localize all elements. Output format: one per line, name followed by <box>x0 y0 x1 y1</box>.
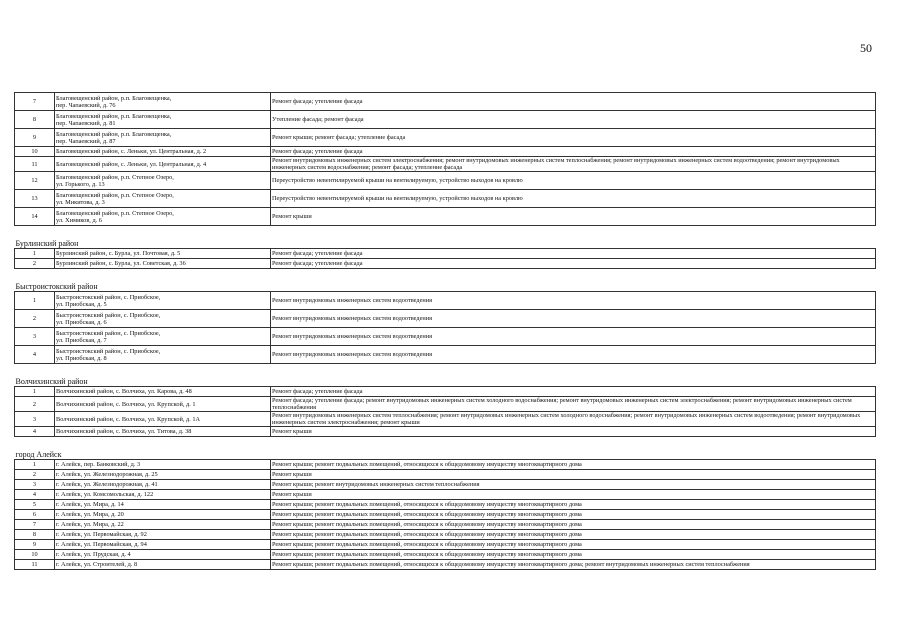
row-number-cell: 11 <box>15 157 55 172</box>
row-number-cell: 11 <box>15 560 55 570</box>
section-title: Волчихинский район <box>15 376 88 386</box>
address-cell: г. Алейск, ул. Комсомольская, д. 122 <box>55 490 271 500</box>
table-row <box>15 259 876 269</box>
row-number-cell: 2 <box>15 470 55 480</box>
work-type-cell: Ремонт внутридомовых инженерных систем водоотведения <box>271 328 876 346</box>
work-type-cell: Ремонт крыши; ремонт подвальных помещений, относящихся к общедомовому имуществу многоквартирного дома <box>271 530 876 540</box>
row-number-cell: 4 <box>15 346 55 364</box>
table-row <box>15 540 876 550</box>
page-number: 50 <box>860 41 872 55</box>
row-number-cell: 7 <box>15 520 55 530</box>
work-type-cell: Ремонт фасада; утепление фасада; ремонт внутридомовых инженерных систем холодного водоснабжения; ремонт внутридомовых инженерных систем электроснабжения; ремонт внутридомовых инженерных систем теплоснабжения <box>271 397 876 412</box>
address-cell: Быстроистокский район, с. Приобское, ул. Приобская, д. 6 <box>55 310 271 328</box>
work-type-cell: Ремонт крыши; ремонт подвальных помещений, относящихся к общедомовому имуществу многоквартирного дома <box>271 500 876 510</box>
address-cell: Благовещенский район, р.п. Благовещенка, пер. Чапаевский, д. 87 <box>55 129 271 147</box>
row-number-cell: 1 <box>15 292 55 310</box>
work-type-cell: Ремонт фасада; утепление фасада <box>271 147 876 157</box>
table-row <box>15 147 876 157</box>
table-row <box>15 550 876 560</box>
work-type-cell: Ремонт крыши; ремонт внутридомовых инженерных систем теплоснабжения <box>271 480 876 490</box>
address-cell: Благовещенский район, р.п. Степное Озеро, ул. Горького, д. 13 <box>55 172 271 190</box>
table-row <box>15 111 876 129</box>
row-number-cell: 14 <box>15 208 55 226</box>
row-number-cell: 12 <box>15 172 55 190</box>
work-type-cell: Ремонт крыши; ремонт подвальных помещений, относящихся к общедомовому имуществу многоквартирного дома <box>271 520 876 530</box>
address-cell: Быстроистокский район, с. Приобское, ул. Приобская, д. 8 <box>55 346 271 364</box>
table-row <box>15 560 876 570</box>
row-number-cell: 13 <box>15 190 55 208</box>
work-type-cell: Ремонт фасада; утепление фасада <box>271 387 876 397</box>
table-row <box>15 460 876 470</box>
row-number-cell: 5 <box>15 500 55 510</box>
section-gap-cell <box>15 226 876 235</box>
address-cell: Волчихинский район, с. Волчиха, ул. Карова, д. 48 <box>55 387 271 397</box>
table-row <box>15 190 876 208</box>
address-cell: Благовещенский район, р.п. Благовещенка, пер. Чапаевский, д. 81 <box>55 111 271 129</box>
work-type-cell: Ремонт крыши <box>271 208 876 226</box>
work-type-cell: Ремонт крыши; ремонт подвальных помещений, относящихся к общедомовому имуществу многоквартирного дома; ремонт внутридомовых инженерных систем теплоснабжения <box>271 560 876 570</box>
address-cell: Быстроистокский район, с. Приобское, ул. Приобская, д. 5 <box>55 292 271 310</box>
table-row <box>15 387 876 397</box>
work-type-cell: Ремонт фасада; утепление фасада <box>271 249 876 259</box>
address-cell: Благовещенский район, с. Леньки, ул. Центральная, д. 2 <box>55 147 271 157</box>
section-title: город Алейск <box>15 449 62 459</box>
row-number-cell: 1 <box>15 460 55 470</box>
row-number-cell: 6 <box>15 510 55 520</box>
table-row <box>15 490 876 500</box>
work-type-cell: Ремонт внутридомовых инженерных систем электроснабжения; ремонт внутридомовых инженерных систем теплоснабжения; ремонт внутридомовых инженерных систем водоотведения; ремонт внутридомовых инженерных систем водоснабжения; ремонт фасада; утепление фасада <box>271 157 876 172</box>
row-number-cell: 4 <box>15 427 55 437</box>
section-gap-cell <box>15 269 876 278</box>
section-gap <box>15 226 876 235</box>
table-row <box>15 480 876 490</box>
section-gap-cell <box>15 437 876 446</box>
row-number-cell: 2 <box>15 259 55 269</box>
work-type-cell: Переустройство невентилируемой крыши на вентилируемую, устройство выходов на кровлю <box>271 190 876 208</box>
address-cell: г. Алейск, ул. Первомайская, д. 92 <box>55 530 271 540</box>
row-number-cell: 8 <box>15 111 55 129</box>
address-cell: г. Алейск, ул. Первомайская, д. 94 <box>55 540 271 550</box>
row-number-cell: 3 <box>15 412 55 427</box>
section-gap <box>15 364 876 373</box>
address-cell: Благовещенский район, р.п. Степное Озеро, ул. Микитова, д. 3 <box>55 190 271 208</box>
row-number-cell: 2 <box>15 397 55 412</box>
address-cell: Благовещенский район, р.п. Степное Озеро, ул. Химиков, д. 6 <box>55 208 271 226</box>
table-row <box>15 520 876 530</box>
address-cell: г. Алейск, ул. Мира, д. 22 <box>55 520 271 530</box>
address-cell: г. Алейск, ул. Железнодорожная, д. 41 <box>55 480 271 490</box>
table-body <box>15 93 876 570</box>
table-row <box>15 93 876 111</box>
section-title: Быстроистокский район <box>15 281 98 291</box>
address-cell: г. Алейск, ул. Железнодорожная, д. 25 <box>55 470 271 480</box>
address-cell: г. Алейск, ул. Мира, д. 20 <box>55 510 271 520</box>
address-cell: г. Алейск, ул. Прудская, д. 4 <box>55 550 271 560</box>
work-type-cell: Утепление фасада; ремонт фасада <box>271 111 876 129</box>
row-number-cell: 10 <box>15 550 55 560</box>
work-type-cell: Ремонт фасада; утепление фасада <box>271 93 876 111</box>
table-row <box>15 172 876 190</box>
address-cell: Бурлинский район, с. Бурла, ул. Почтовая, д. 5 <box>55 249 271 259</box>
address-cell: Благовещенский район, с. Леньки, ул. Центральная, д. 4 <box>55 157 271 172</box>
work-type-cell: Ремонт внутридомовых инженерных систем теплоснабжения; ремонт внутридомовых инженерных систем холодного водоснабжения; ремонт внутридомовых инженерных систем водоотведения; ремонт внутридомовых инженерных систем электроснабжения; ремонт крыши <box>271 412 876 427</box>
work-type-cell: Ремонт крыши <box>271 490 876 500</box>
row-number-cell: 3 <box>15 328 55 346</box>
address-cell: Волчихинский район, с. Волчиха, ул. Крупской, д. 1 <box>55 397 271 412</box>
work-type-cell: Ремонт фасада; утепление фасада <box>271 259 876 269</box>
address-cell: Бурлинский район, с. Бурла, ул. Советская, д. 36 <box>55 259 271 269</box>
address-cell: Волчихинский район, с. Волчиха, ул. Крупской, д. 1А <box>55 412 271 427</box>
address-cell: Волчихинский район, с. Волчиха, ул. Титова, д. 38 <box>55 427 271 437</box>
row-number-cell: 9 <box>15 129 55 147</box>
address-cell: г. Алейск, пер. Банковский, д. 3 <box>55 460 271 470</box>
work-type-cell: Ремонт крыши; ремонт подвальных помещений, относящихся к общедомовому имуществу многоквартирного дома <box>271 540 876 550</box>
table-row <box>15 530 876 540</box>
work-type-cell: Ремонт крыши <box>271 470 876 480</box>
row-number-cell: 8 <box>15 530 55 540</box>
work-type-cell: Ремонт крыши <box>271 427 876 437</box>
row-number-cell: 3 <box>15 480 55 490</box>
section-title: Бурлинский район <box>15 238 79 248</box>
work-type-cell: Ремонт крыши; ремонт подвальных помещений, относящихся к общедомовому имуществу многоквартирного дома <box>271 550 876 560</box>
row-number-cell: 1 <box>15 387 55 397</box>
row-number-cell: 2 <box>15 310 55 328</box>
table-row <box>15 427 876 437</box>
address-cell: г. Алейск, ул. Строителей, д. 8 <box>55 560 271 570</box>
work-type-cell: Переустройство невентилируемой крыши на вентилируемую, устройство выходов на кровлю <box>271 172 876 190</box>
address-cell: Быстроистокский район, с. Приобское, ул. Приобская, д. 7 <box>55 328 271 346</box>
row-number-cell: 1 <box>15 249 55 259</box>
work-type-cell: Ремонт внутридомовых инженерных систем водоотведения <box>271 310 876 328</box>
section-header-row <box>15 234 876 249</box>
table-row <box>15 129 876 147</box>
table-row <box>15 346 876 364</box>
repair-works-table <box>14 92 876 570</box>
address-cell: г. Алейск, ул. Мира, д. 14 <box>55 500 271 510</box>
document-table-container <box>14 92 870 570</box>
section-header-row <box>15 372 876 387</box>
work-type-cell: Ремонт внутридомовых инженерных систем водоотведения <box>271 292 876 310</box>
address-cell: Благовещенский район, р.п. Благовещенка, пер. Чапаевский, д. 76 <box>55 93 271 111</box>
table-row <box>15 397 876 412</box>
table-row <box>15 208 876 226</box>
table-row <box>15 157 876 172</box>
row-number-cell: 9 <box>15 540 55 550</box>
table-row <box>15 310 876 328</box>
section-gap-cell <box>15 364 876 373</box>
table-row <box>15 510 876 520</box>
row-number-cell: 7 <box>15 93 55 111</box>
section-header-row <box>15 277 876 292</box>
section-gap <box>15 437 876 446</box>
work-type-cell: Ремонт внутридомовых инженерных систем водоотведения <box>271 346 876 364</box>
table-row <box>15 328 876 346</box>
row-number-cell: 4 <box>15 490 55 500</box>
table-row <box>15 500 876 510</box>
table-row <box>15 249 876 259</box>
work-type-cell: Ремонт крыши; ремонт подвальных помещений, относящихся к общедомовому имуществу многоквартирного дома <box>271 460 876 470</box>
table-row <box>15 470 876 480</box>
work-type-cell: Ремонт крыши; ремонт подвальных помещений, относящихся к общедомовому имуществу многоквартирного дома <box>271 510 876 520</box>
row-number-cell: 10 <box>15 147 55 157</box>
section-gap <box>15 269 876 278</box>
section-header-row <box>15 445 876 460</box>
work-type-cell: Ремонт крыши; ремонт фасада; утепление фасада <box>271 129 876 147</box>
table-row <box>15 292 876 310</box>
table-row <box>15 412 876 427</box>
